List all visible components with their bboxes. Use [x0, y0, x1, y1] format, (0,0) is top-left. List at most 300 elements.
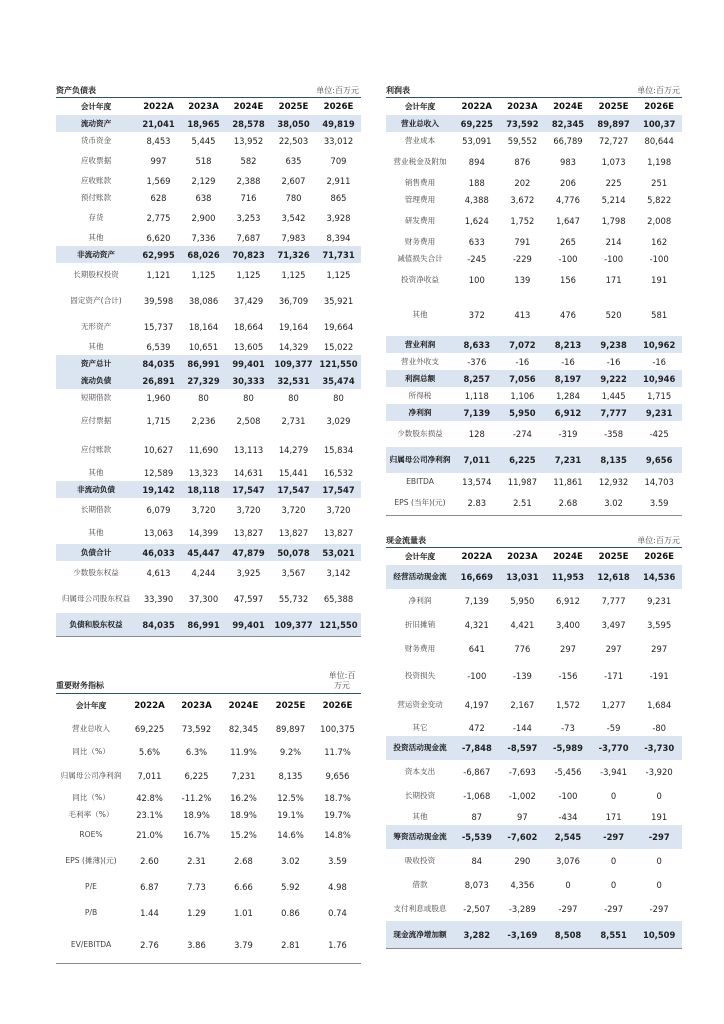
row-label: 支付利息或股息 — [393, 904, 447, 913]
cell-value: 89,897 — [275, 723, 306, 734]
cell-value: 7,139 — [463, 407, 491, 418]
table-row — [386, 897, 682, 921]
cell-value: 11,953 — [551, 572, 585, 582]
cell-value: 2.68 — [234, 855, 253, 866]
table-row — [386, 174, 682, 191]
cell-value: 18,164 — [188, 321, 219, 332]
row-label: 净利润 — [408, 407, 432, 417]
cell-value: 13,113 — [233, 444, 264, 455]
cell-value: 2.68 — [558, 497, 578, 508]
cell-value: 2,607 — [281, 175, 306, 186]
cell-value: 16,532 — [323, 467, 354, 478]
cell-value: 33,390 — [143, 593, 174, 604]
cell-value: 80 — [243, 392, 254, 403]
cell-value: 1,198 — [647, 156, 672, 167]
cell-value: 71,326 — [277, 249, 310, 260]
table-row — [386, 873, 682, 897]
cell-value: 188 — [468, 177, 485, 188]
row-label: 应付账款 — [80, 444, 112, 454]
cell-value: 100,37 — [643, 118, 676, 129]
cell-value: 2023A — [507, 551, 538, 562]
row-label: 其它 — [412, 722, 428, 732]
table-row — [386, 404, 682, 421]
cell-value: 9,231 — [645, 407, 673, 418]
row-label: 非流动负债 — [77, 484, 115, 494]
cell-value: 865 — [330, 192, 347, 203]
cell-value: -5,989 — [553, 743, 583, 753]
cell-value: 156 — [559, 275, 576, 285]
cell-value: 3,720 — [191, 504, 216, 515]
row-label: 吸收投资 — [404, 856, 436, 865]
cell-value: -297 — [603, 832, 625, 842]
cell-value: 55,732 — [278, 593, 309, 604]
cell-value: 53,091 — [462, 135, 492, 146]
row-label: 固定资产(合计) — [70, 295, 122, 305]
cell-value: 100,375 — [320, 723, 355, 734]
cell-value: 50,078 — [277, 547, 310, 558]
cell-value: 13,574 — [462, 476, 492, 487]
table-row — [56, 464, 361, 481]
cell-value: -297 — [648, 832, 670, 842]
cell-value: 1.01 — [234, 907, 253, 918]
cell-value: 265 — [559, 236, 576, 247]
row-label: 营业成本 — [404, 135, 436, 145]
cell-value: 15,737 — [143, 321, 174, 332]
cell-value: 70,823 — [232, 249, 265, 260]
row-label: 负债和股东权益 — [69, 619, 123, 629]
table-row — [56, 740, 361, 763]
cell-value: -1,068 — [463, 791, 491, 801]
cell-value: 9.2% — [279, 746, 302, 757]
table-row — [56, 898, 361, 927]
row-label: 净利润 — [408, 596, 432, 605]
cell-value: -3,770 — [598, 743, 629, 753]
cell-value: 1,715 — [647, 390, 672, 401]
cell-value: 2.60 — [140, 855, 159, 866]
cell-value: 84,035 — [142, 619, 175, 630]
cell-value: -3,941 — [600, 767, 628, 777]
row-label: P/E — [85, 881, 97, 891]
cell-value: 7,777 — [601, 596, 626, 606]
cell-value: 3,720 — [326, 504, 351, 515]
cell-value: -229 — [512, 253, 532, 264]
cell-value: 641 — [468, 644, 485, 654]
table-row — [386, 191, 682, 208]
cell-value: 16,669 — [460, 572, 493, 582]
cell-value: 1,569 — [146, 175, 171, 186]
table-row — [56, 263, 361, 286]
cell-value: -6,867 — [463, 767, 491, 777]
cell-value: 7,336 — [191, 232, 216, 243]
cell-value: 8,213 — [554, 339, 582, 350]
cell-value: 13,605 — [233, 341, 264, 352]
table-row — [386, 589, 682, 613]
cell-value: 19,164 — [278, 321, 309, 332]
cell-value: 17,547 — [322, 484, 355, 495]
table-row — [386, 849, 682, 873]
cell-value: 191 — [651, 275, 668, 285]
cell-value: -100 — [558, 253, 578, 264]
cell-value: 38,086 — [188, 295, 219, 306]
cell-value: 99,401 — [232, 358, 265, 369]
cell-value: -434 — [558, 811, 578, 822]
cell-value: 16.2% — [230, 792, 257, 803]
cell-value: 2,545 — [554, 832, 582, 842]
key-ratios-unit: 单位:百万元 — [328, 671, 356, 690]
table-row — [56, 561, 361, 584]
table-row — [56, 717, 361, 740]
table-row — [386, 719, 682, 736]
cell-value: 45,447 — [187, 547, 220, 558]
cell-value: 3.02 — [604, 497, 623, 508]
cell-value: 15.2% — [230, 829, 257, 840]
row-label: 其他 — [88, 232, 104, 242]
cell-value: -73 — [561, 722, 575, 733]
cell-value: 3.02 — [281, 855, 300, 866]
cell-value: 21,041 — [142, 118, 175, 129]
cell-value: 21.0% — [136, 829, 163, 840]
balance-sheet-title: 资产负债表 — [56, 86, 96, 95]
cell-value: 109,377 — [274, 358, 313, 369]
cell-value: 5,822 — [647, 194, 672, 205]
row-label: 营业税金及附加 — [393, 156, 447, 166]
cell-value: 9,656 — [325, 771, 350, 781]
cell-value: 372 — [468, 309, 485, 320]
cell-value: 18.9% — [230, 809, 257, 820]
cell-value: -274 — [512, 429, 532, 439]
cell-value: 17,547 — [232, 484, 265, 495]
row-label: 其他 — [412, 309, 428, 319]
cell-value: 8,633 — [463, 339, 491, 350]
table-row — [56, 355, 361, 372]
table-row — [56, 246, 361, 263]
cell-value: 3,497 — [601, 620, 626, 630]
cell-value: 13,827 — [278, 527, 309, 538]
row-label: 投资损失 — [404, 670, 436, 680]
cell-value: 33,012 — [323, 135, 354, 146]
cell-value: 1,647 — [555, 215, 580, 226]
row-label: 营业外收支 — [401, 356, 439, 366]
cell-value: -156 — [558, 670, 578, 681]
row-label: 少数股东损益 — [397, 429, 443, 438]
row-label: 无形资产 — [80, 321, 112, 331]
cell-value: 14,399 — [188, 527, 219, 538]
cell-value: 3,928 — [326, 212, 351, 223]
cell-value: -139 — [512, 670, 532, 681]
cell-value: 99,401 — [232, 619, 265, 630]
cell-value: 202 — [514, 177, 531, 188]
cell-value: 3,672 — [510, 194, 535, 205]
row-label: 筹资活动现金流 — [393, 832, 447, 841]
cell-value: 1.76 — [328, 940, 347, 950]
cell-value: 983 — [559, 156, 576, 167]
cell-value: 2.81 — [281, 940, 300, 950]
row-label: EBITDA — [406, 476, 434, 486]
row-label: 毛利率（%） — [68, 809, 114, 819]
cell-value: 2.76 — [140, 940, 159, 950]
cell-value: 121,550 — [319, 619, 358, 630]
key-ratios-rows — [56, 694, 361, 964]
cell-value: 9,238 — [600, 339, 627, 350]
row-label: 借款 — [412, 880, 428, 889]
cell-value: 89,897 — [597, 118, 630, 129]
cell-value: 12,932 — [598, 476, 629, 487]
row-label: 非流动资产 — [77, 249, 115, 259]
row-label: 预付账款 — [80, 192, 112, 202]
cell-value: -297 — [604, 904, 624, 914]
table-row — [386, 565, 682, 589]
row-label: 少数股东权益 — [73, 567, 119, 577]
cell-value: 4,197 — [464, 699, 489, 710]
table-row — [386, 208, 682, 233]
cell-value: 2022A — [461, 101, 493, 112]
cell-value: -297 — [649, 904, 669, 914]
cell-value: 14,703 — [644, 476, 674, 487]
cell-value: 997 — [150, 155, 167, 166]
cell-value: 520 — [605, 309, 622, 320]
cell-value: 2,388 — [236, 175, 261, 186]
cell-value: 13,031 — [506, 572, 539, 582]
cell-value: 6,225 — [509, 455, 536, 465]
cell-value: 36,709 — [278, 295, 309, 306]
cell-value: 18,664 — [233, 321, 264, 332]
cell-value: 6,539 — [146, 341, 171, 352]
cell-value: 68,026 — [187, 249, 220, 260]
cell-value: 9,231 — [647, 596, 672, 606]
cell-value: 10,627 — [143, 444, 174, 455]
cell-value: 1,125 — [191, 269, 216, 280]
cell-value: 8,394 — [326, 232, 351, 243]
cell-value: 128 — [468, 429, 485, 439]
income-statement-header — [386, 83, 682, 98]
cell-value: 581 — [651, 309, 668, 320]
row-label: 应收票据 — [80, 155, 112, 165]
cell-value: 8,508 — [554, 929, 582, 940]
cell-value: 71,731 — [322, 249, 355, 260]
cell-value: -376 — [467, 356, 487, 367]
cell-value: 12,589 — [143, 467, 174, 478]
cell-value: 22,503 — [278, 135, 309, 146]
table-row — [386, 447, 682, 473]
table-row — [56, 584, 361, 613]
table-row — [56, 481, 361, 498]
cell-value: 0 — [656, 791, 662, 801]
cell-value: 30,333 — [232, 375, 265, 386]
row-label: 流动负债 — [80, 375, 112, 385]
row-label: 应付票据 — [80, 415, 112, 425]
cell-value: 38,050 — [277, 118, 310, 129]
cell-value: 14,536 — [643, 572, 676, 582]
cell-value: 3,595 — [647, 620, 672, 630]
row-label: P/B — [84, 907, 98, 917]
table-row — [386, 784, 682, 808]
cell-value: 100 — [468, 275, 485, 285]
row-label: 其他 — [88, 467, 104, 477]
table-row — [386, 370, 682, 387]
income-statement-title: 利润表 — [386, 86, 410, 95]
cell-value: 4,244 — [191, 567, 216, 578]
row-label: EPS (摊薄)(元) — [65, 855, 117, 865]
cell-value: 12.5% — [277, 792, 304, 803]
cell-value: -245 — [467, 253, 487, 264]
cell-value: -3,920 — [645, 767, 673, 777]
cell-value: 1,125 — [326, 269, 351, 280]
balance-sheet-rows — [56, 98, 361, 637]
table-row — [56, 498, 361, 521]
cell-value: 4,421 — [510, 620, 535, 630]
row-label: 其他 — [412, 811, 428, 821]
cell-value: 5,950 — [510, 596, 535, 606]
cell-value: 2025E — [598, 551, 629, 562]
cell-value: 18.7% — [324, 792, 351, 803]
cell-value: 4,776 — [555, 194, 580, 205]
cell-value: -358 — [604, 429, 624, 439]
table-row — [56, 435, 361, 464]
cell-value: 1,624 — [464, 215, 489, 226]
cell-value: 7,983 — [281, 232, 306, 243]
cell-value: 32,531 — [277, 375, 310, 386]
table-row — [386, 808, 682, 825]
cell-value: -425 — [649, 429, 669, 439]
cell-value: 206 — [559, 177, 576, 188]
cell-value: 214 — [605, 236, 622, 247]
row-label: 应收账款 — [80, 175, 112, 185]
cell-value: -144 — [512, 722, 532, 733]
cell-value: 1,125 — [281, 269, 306, 280]
cell-value: 11,690 — [188, 444, 219, 455]
cell-value: 5,214 — [601, 194, 626, 205]
cell-value: 2026E — [644, 101, 675, 112]
cell-value: 84,035 — [142, 358, 175, 369]
cell-value: -16 — [606, 356, 621, 367]
cell-value: -59 — [606, 722, 621, 733]
cell-value: 2025E — [278, 101, 309, 112]
cell-value: 10,509 — [643, 929, 676, 940]
cell-value: 19,142 — [142, 484, 175, 495]
cell-value: 1.44 — [140, 907, 159, 918]
row-label: 归属母公司净利润 — [60, 771, 122, 780]
cell-value: 7,011 — [463, 455, 491, 465]
cell-value: 3,142 — [326, 567, 351, 578]
cell-value: 80,644 — [644, 135, 674, 146]
row-label: 现金流净增加额 — [393, 929, 447, 939]
table-row — [56, 389, 361, 406]
table-row — [386, 353, 682, 370]
cell-value: -100 — [467, 670, 487, 681]
row-label: 会计年度 — [75, 700, 107, 710]
cell-value: 582 — [240, 155, 257, 166]
cell-value: 3,400 — [555, 620, 580, 630]
cell-value: 73,592 — [506, 118, 539, 129]
row-label: EV/EBITDA — [70, 940, 112, 949]
table-row — [386, 548, 682, 565]
cell-value: 2026E — [322, 700, 353, 711]
table-row — [386, 336, 682, 353]
cell-value: -100 — [604, 253, 624, 264]
cell-value: 162 — [651, 236, 668, 247]
table-row — [386, 250, 682, 267]
row-label: 所得税 — [408, 390, 432, 400]
cell-value: 290 — [514, 856, 531, 866]
cell-value: 4,388 — [464, 194, 489, 205]
cell-value: 2,236 — [191, 415, 216, 426]
cell-value: -7,693 — [508, 767, 536, 777]
cell-value: 628 — [150, 192, 167, 203]
table-row — [386, 267, 682, 293]
row-label: 研发费用 — [404, 215, 436, 225]
cell-value: 66,789 — [553, 135, 583, 146]
cell-value: -319 — [558, 429, 578, 439]
key-ratios-title: 重要财务指标 — [56, 681, 104, 690]
cell-value: 9,222 — [600, 373, 627, 384]
table-row — [56, 132, 361, 149]
table-row — [56, 115, 361, 132]
cell-value: 633 — [468, 236, 485, 247]
cell-value: 2024E — [228, 700, 259, 711]
cell-value: -100 — [558, 791, 578, 801]
cell-value: 26,891 — [142, 375, 175, 386]
cell-value: -1,002 — [508, 791, 536, 801]
cell-value: 0.74 — [328, 907, 347, 918]
cell-value: 5,950 — [509, 407, 536, 418]
table-row — [386, 421, 682, 447]
cell-value: 716 — [240, 192, 257, 203]
cell-value: 8,073 — [464, 880, 489, 890]
cell-value: 3,029 — [326, 415, 351, 426]
cell-value: -171 — [604, 670, 624, 681]
row-label: 经营活动现金流 — [393, 572, 447, 581]
table-row — [56, 372, 361, 389]
cell-value: 10,946 — [643, 373, 676, 384]
cell-value: 35,921 — [323, 295, 354, 306]
cell-value: 297 — [605, 644, 622, 654]
cell-value: 171 — [605, 811, 622, 822]
cell-value: 5.92 — [281, 881, 300, 892]
cell-value: 9,656 — [645, 455, 673, 465]
cell-value: 7,011 — [137, 771, 162, 781]
cell-value: 28,578 — [232, 118, 265, 129]
cell-value: 109,377 — [274, 619, 313, 630]
cell-value: 1.29 — [187, 907, 206, 918]
cell-value: 49,819 — [322, 118, 355, 129]
cell-value: 1,125 — [236, 269, 261, 280]
table-row — [386, 637, 682, 661]
row-label: 会计年度 — [404, 551, 436, 561]
cell-value: 84 — [471, 856, 483, 866]
cell-value: 297 — [559, 644, 576, 654]
cell-value: 171 — [605, 275, 622, 285]
table-row — [56, 286, 361, 315]
cell-value: 1,284 — [555, 390, 580, 401]
cell-value: 1,798 — [601, 215, 626, 226]
cell-value: 2023A — [181, 700, 212, 711]
table-row — [386, 387, 682, 404]
cell-value: 7,139 — [464, 596, 489, 606]
cell-value: 18,118 — [187, 484, 220, 495]
cell-value: 13,827 — [233, 527, 264, 538]
income-statement-unit: 单位:百万元 — [637, 86, 680, 95]
row-label: 财务费用 — [404, 236, 436, 246]
cell-value: 19.1% — [277, 809, 304, 820]
cell-value: 0 — [656, 856, 662, 866]
cell-value: -8,597 — [507, 743, 538, 753]
cell-value: 3,542 — [281, 212, 306, 223]
cell-value: 472 — [468, 722, 485, 733]
cell-value: 86,991 — [187, 619, 220, 630]
table-row — [386, 98, 682, 115]
cell-value: 69,225 — [134, 723, 165, 734]
row-label: 财务费用 — [404, 644, 436, 653]
